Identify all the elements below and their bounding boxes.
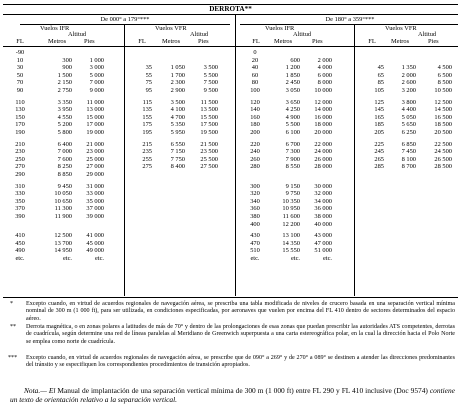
table-cell-pies-ifr-west: 43 000 [314, 232, 332, 240]
table-cell-fl-vfr-east: 255 [142, 155, 152, 163]
table-cell-fl-ifr-west: 140 [250, 106, 260, 114]
table-cell-pies-vfr-west: 8 500 [437, 79, 452, 87]
table-cell-fl-ifr-east: 310 [15, 182, 25, 190]
table-cell-fl-ifr-east: 210 [15, 140, 25, 148]
table-cell-fl-vfr-west: 105 [374, 87, 384, 94]
table-cell-fl-ifr-east: 50 [16, 71, 24, 79]
table-cell-metros-vfr-east: 4 100 [170, 106, 185, 114]
table-cell-pies-vfr-west: 10 500 [434, 87, 452, 94]
col-pies-3: Pies [312, 38, 323, 45]
table-cell-metros-ifr-west: 12 200 [282, 220, 300, 228]
table-cell-fl-vfr-west: 285 [374, 163, 384, 171]
note-mark-3: *** [8, 355, 18, 361]
table-cell-fl-vfr-west: 145 [374, 106, 384, 114]
table-cell-metros-ifr-west: 3 650 [285, 98, 300, 106]
table-cell-fl-ifr-east: -90 [15, 49, 25, 56]
table-cell-metros-ifr-east: 5 800 [57, 129, 72, 136]
table-cell-fl-ifr-west: 360 [250, 205, 260, 213]
footnote [10, 386, 455, 404]
table-cell-pies-ifr-west: 4 000 [317, 64, 332, 72]
altitud-ifr-left: Altitud [68, 31, 87, 38]
table-cell-fl-ifr-east: 230 [15, 148, 25, 156]
table-cell-fl-vfr-west: 245 [374, 148, 384, 156]
table-cell-metros-vfr-east: 4 700 [170, 113, 185, 121]
table-cell-metros-vfr-west: 6 850 [401, 140, 416, 148]
table-cell-metros-ifr-west: 6 100 [285, 129, 300, 136]
altitud-ifr-right: Altitud [293, 31, 312, 38]
table-cell-metros-vfr-west: 3 200 [401, 87, 416, 94]
table-cell-fl-ifr-east: 30 [16, 64, 24, 72]
table-cell-pies-ifr-west: 14 000 [314, 106, 332, 114]
table-cell-pies-vfr-west: 14 500 [434, 106, 452, 114]
table-cell-metros-ifr-east: 8 850 [57, 171, 72, 178]
table-cell-pies-ifr-east: 49 000 [86, 247, 104, 255]
footnote-label: Nota.— [24, 386, 47, 395]
table-cell-fl-vfr-east: 55 [145, 71, 152, 79]
col-metros-1: Metros [48, 38, 67, 45]
table-cell-metros-ifr-west: 11 600 [282, 213, 300, 220]
col-pies-1: Pies [84, 38, 95, 45]
table-cell-metros-vfr-west: 4 400 [401, 106, 416, 114]
col-pies-2: Pies [198, 38, 209, 45]
table-cell-fl-vfr-west: 185 [374, 121, 384, 129]
table-cell-metros-ifr-west: 10 950 [282, 205, 300, 213]
table-cell-metros-ifr-east: 1 500 [57, 71, 72, 79]
table-cell-metros-vfr-east: 2 300 [170, 79, 185, 87]
table-cell-metros-vfr-west: 8 100 [401, 155, 416, 163]
table-cell-fl-ifr-west: 80 [251, 79, 259, 87]
table-cell-pies-ifr-west: 16 000 [314, 113, 332, 121]
table-cell-metros-vfr-west: 7 450 [401, 148, 416, 156]
note-mark-1: * [10, 301, 14, 307]
table-cell-pies-vfr-east: 23 500 [200, 148, 218, 156]
table-cell-pies-vfr-east: 5 500 [203, 71, 218, 79]
table-cell-metros-ifr-east: 12 500 [54, 232, 72, 240]
table-cell-metros-vfr-east: 5 350 [170, 121, 185, 129]
table-cell-fl-ifr-east: 270 [15, 163, 25, 171]
table-cell-fl-vfr-east: 235 [142, 148, 152, 156]
table-cell-fl-ifr-east: 70 [16, 79, 24, 87]
table-cell-fl-ifr-east: 150 [15, 113, 25, 121]
table-cell-metros-ifr-east: 2 150 [57, 79, 72, 87]
table-cell-metros-ifr-east: 9 450 [57, 182, 72, 190]
separator-ranges [235, 14, 236, 296]
table-cell-pies-ifr-west: 26 000 [314, 155, 332, 163]
table-cell-fl-ifr-west: 240 [250, 148, 260, 156]
table-cell-fl-vfr-east: 155 [142, 113, 152, 121]
table-cell-metros-ifr-east: 10 650 [54, 197, 72, 205]
table-cell-metros-ifr-west: 600 [290, 56, 300, 64]
table-cell-fl-vfr-west: 165 [374, 113, 384, 121]
table-cell-pies-ifr-east: etc. [94, 255, 104, 262]
table-cell-fl-ifr-east: 410 [15, 232, 25, 240]
table-cell-fl-ifr-west: 380 [250, 213, 260, 220]
table-cell-metros-ifr-west: 4 250 [285, 106, 300, 114]
col-fl-1: FL [16, 38, 24, 45]
table-cell-pies-ifr-west: 18 000 [314, 121, 332, 129]
table-cell-pies-vfr-west: 22 500 [434, 140, 452, 148]
table-cell-metros-ifr-west: 3 050 [285, 87, 300, 94]
table-cell-pies-ifr-west: 10 000 [314, 87, 332, 94]
table-cell-fl-vfr-east: 135 [142, 106, 152, 114]
table-cell-fl-ifr-east: 190 [15, 129, 25, 136]
table-cell-pies-ifr-east: 37 000 [86, 205, 104, 213]
separator-ifr-vfr-right [354, 25, 355, 296]
table-cell-metros-ifr-west: 1 850 [285, 71, 300, 79]
table-cell-fl-vfr-west: 205 [374, 129, 384, 136]
table-cell-pies-ifr-east: 5 000 [89, 71, 104, 79]
col-metros-3: Metros [274, 38, 293, 45]
table-cell-fl-ifr-east: 490 [15, 247, 25, 255]
table-cell-fl-ifr-east: 390 [15, 213, 25, 220]
table-cell-pies-ifr-east: 21 000 [86, 140, 104, 148]
table-cell-fl-ifr-east: 330 [15, 190, 25, 198]
table-cell-pies-vfr-west: 16 500 [434, 113, 452, 121]
table-cell-metros-vfr-west: 3 800 [401, 98, 416, 106]
table-cell-pies-ifr-west: 30 000 [314, 182, 332, 190]
table-cell-fl-ifr-west: 280 [250, 163, 260, 171]
table-cell-metros-ifr-west: 8 550 [285, 163, 300, 171]
table-cell-metros-vfr-west: 2 600 [401, 79, 416, 87]
table-cell-metros-vfr-east: 6 550 [170, 140, 185, 148]
table-cell-fl-ifr-west: 260 [250, 155, 260, 163]
table-cell-fl-ifr-west: 100 [250, 87, 260, 94]
table-cell-pies-ifr-east: 25 000 [86, 155, 104, 163]
table-cell-pies-ifr-east: 13 000 [86, 106, 104, 114]
table-cell-fl-ifr-west: 40 [251, 64, 259, 72]
table-cell-pies-ifr-east: 39 000 [86, 213, 104, 220]
note-text-1: Excepto cuando, en virtud de acuerdos regionales de navegación aérea, se prescriba una tabla modificada de niveles de crucero basada en una separación vertical mínima nominal de 300 m (1 000 ft), para ser utilizada, en condiciones especificadas, por aeronaves que vuelen por encima del FL 410 dentro de sectores determinados del espacio aéreo. [26, 301, 455, 322]
table-cell-pies-ifr-west: 40 000 [314, 220, 332, 228]
table-cell-metros-vfr-east: 5 950 [170, 129, 185, 136]
table-cell-metros-ifr-west: 7 900 [285, 155, 300, 163]
table-cell-pies-ifr-east: 35 000 [86, 197, 104, 205]
table-cell-fl-ifr-east: 370 [15, 205, 25, 213]
table-cell-fl-vfr-east: 275 [142, 163, 152, 171]
table-cell-metros-ifr-west: 5 500 [285, 121, 300, 129]
table-cell-fl-vfr-east: 175 [142, 121, 152, 129]
table-cell-metros-ifr-east: 900 [62, 64, 72, 72]
footnote-doc: (Doc 9574) [393, 386, 428, 395]
note-text-2: Derrota magnética, o en zonas polares a latitudes de más de 70° y dentro de las prolongaciones de esas zonas que puedan prescribir las autoridades ATS competentes, derrotas de cuadrícula, según determine una red de líneas paralelas al Meridiano de Greenwich superpuesta a una carta estereográfica polar, en la cual la dirección hacia el Polo Norte se emplea como norte de cuadrícula. [26, 324, 455, 345]
table-cell-metros-ifr-west: 2 450 [285, 79, 300, 87]
table-cell-fl-vfr-west: 225 [374, 140, 384, 148]
table-cell-pies-vfr-east: 17 500 [200, 121, 218, 129]
header-bottom-rule [3, 46, 458, 47]
table-cell-pies-vfr-west: 28 500 [434, 163, 452, 171]
note-mark-2: ** [10, 324, 17, 330]
table-cell-metros-vfr-west: 5 650 [401, 121, 416, 129]
table-cell-fl-ifr-west: 60 [251, 71, 259, 79]
table-cell-fl-ifr-west: 160 [250, 113, 260, 121]
table-cell-pies-ifr-east: 7 000 [89, 79, 104, 87]
table-cell-pies-ifr-east: 31 000 [86, 182, 104, 190]
table-cell-metros-vfr-east: 7 150 [170, 148, 185, 156]
table-cell-fl-ifr-east: etc. [15, 255, 25, 262]
table-cell-metros-ifr-west: 15 550 [282, 247, 300, 255]
table-cell-metros-ifr-east: 8 250 [57, 163, 72, 171]
table-cell-metros-ifr-west: 10 350 [282, 197, 300, 205]
table-cell-pies-ifr-east: 27 000 [86, 163, 104, 171]
table-cell-metros-ifr-west: 9 150 [285, 182, 300, 190]
table-cell-fl-ifr-east: 290 [15, 171, 25, 178]
table-cell-pies-ifr-west: 34 000 [314, 197, 332, 205]
table-cell-fl-ifr-west: 400 [250, 220, 260, 228]
table-cell-fl-ifr-east: 90 [16, 87, 24, 94]
table-cell-fl-ifr-west: 220 [250, 140, 260, 148]
table-cell-metros-ifr-west: 13 100 [282, 232, 300, 240]
table-cell-metros-ifr-east: 3 950 [57, 106, 72, 114]
table-cell-fl-vfr-east: 195 [142, 129, 152, 136]
table-cell-fl-vfr-east: 75 [145, 79, 152, 87]
vfr-right-header: Vuelos VFR [385, 25, 417, 32]
table-cell-fl-ifr-east: 10 [16, 56, 24, 64]
col-fl-2: FL [138, 38, 146, 45]
table-cell-metros-ifr-west: 7 300 [285, 148, 300, 156]
table-cell-pies-ifr-east: 11 000 [86, 98, 104, 106]
table-cell-pies-vfr-east: 19 500 [200, 129, 218, 136]
table-cell-pies-ifr-west: 36 000 [314, 205, 332, 213]
table-cell-pies-ifr-west: 51 000 [314, 247, 332, 255]
table-title: DERROTA** [209, 5, 252, 13]
range-left-header: De 000° a 179°*** [100, 16, 150, 23]
table-cell-pies-ifr-west: 8 000 [317, 79, 332, 87]
table-cell-fl-ifr-east: 450 [15, 239, 25, 247]
table-cell-pies-vfr-west: 4 500 [437, 64, 452, 72]
table-cell-fl-ifr-west: 20 [251, 56, 259, 64]
table-cell-metros-ifr-west: 6 700 [285, 140, 300, 148]
table-cell-pies-vfr-east: 25 500 [200, 155, 218, 163]
col-fl-3: FL [252, 38, 260, 45]
table-cell-metros-ifr-west: etc. [290, 255, 300, 262]
table-cell-metros-ifr-east: 7 000 [57, 148, 72, 156]
footnote-el: El [48, 386, 56, 395]
table-cell-pies-ifr-east: 45 000 [86, 239, 104, 247]
table-cell-pies-ifr-west: 32 000 [314, 190, 332, 198]
table-cell-pies-ifr-east: 41 000 [86, 232, 104, 240]
table-cell-metros-ifr-east: 11 300 [54, 205, 72, 213]
table-cell-pies-ifr-west: etc. [322, 255, 332, 262]
table-cell-metros-vfr-east: 2 900 [170, 87, 185, 94]
table-cell-metros-ifr-east: 13 700 [54, 239, 72, 247]
table-cell-pies-ifr-west: 38 000 [314, 213, 332, 220]
table-cell-pies-vfr-east: 7 500 [203, 79, 218, 87]
range-right-header: De 180° a 359°*** [325, 16, 375, 23]
table-cell-fl-ifr-west: 340 [250, 197, 260, 205]
table-cell-fl-vfr-west: 125 [374, 98, 384, 106]
table-cell-pies-vfr-east: 15 500 [200, 113, 218, 121]
table-bottom-rule [3, 297, 458, 298]
table-cell-fl-ifr-west: 300 [250, 182, 260, 190]
table-cell-fl-ifr-west: 470 [250, 239, 260, 247]
table-cell-pies-ifr-west: 28 000 [314, 163, 332, 171]
table-cell-metros-vfr-east: 3 500 [170, 98, 185, 106]
col-pies-4: Pies [428, 38, 439, 45]
table-cell-metros-ifr-east: 4 550 [57, 113, 72, 121]
table-cell-pies-vfr-west: 26 500 [434, 155, 452, 163]
table-cell-metros-ifr-east: 11 900 [54, 213, 72, 220]
table-cell-fl-ifr-east: 130 [15, 106, 25, 114]
table-cell-metros-vfr-west: 1 350 [401, 64, 416, 72]
table-cell-metros-ifr-east: 10 050 [54, 190, 72, 198]
table-cell-fl-ifr-east: 350 [15, 197, 25, 205]
table-cell-metros-ifr-east: 5 200 [57, 121, 72, 129]
table-cell-pies-ifr-west: 6 000 [317, 71, 332, 79]
table-cell-pies-ifr-east: 29 000 [86, 171, 104, 178]
table-cell-metros-ifr-west: 1 200 [285, 64, 300, 72]
table-cell-pies-ifr-east: 33 000 [86, 190, 104, 198]
table-cell-metros-ifr-east: 6 400 [57, 140, 72, 148]
table-cell-pies-vfr-east: 13 500 [200, 106, 218, 114]
col-metros-2: Metros [162, 38, 181, 45]
table-cell-metros-ifr-east: etc. [62, 255, 72, 262]
table-cell-metros-ifr-east: 300 [62, 56, 72, 64]
table-cell-pies-ifr-west: 47 000 [314, 239, 332, 247]
vfr-left-header: Vuelos VFR [155, 25, 187, 32]
table-cell-pies-ifr-east: 17 000 [86, 121, 104, 129]
altitud-vfr-right: Altitud [418, 31, 437, 38]
table-cell-pies-ifr-west: 20 000 [314, 129, 332, 136]
table-cell-metros-vfr-east: 7 750 [170, 155, 185, 163]
table-cell-pies-ifr-west: 12 000 [314, 98, 332, 106]
table-cell-metros-ifr-west: 4 900 [285, 113, 300, 121]
table-cell-metros-vfr-west: 2 000 [401, 71, 416, 79]
table-cell-fl-ifr-west: 200 [250, 129, 260, 136]
table-cell-metros-ifr-east: 14 950 [54, 247, 72, 255]
table-cell-fl-ifr-west: 320 [250, 190, 260, 198]
table-cell-metros-vfr-east: 8 400 [170, 163, 185, 171]
table-cell-pies-vfr-west: 24 500 [434, 148, 452, 156]
table-cell-pies-ifr-west: 2 000 [317, 56, 332, 64]
table-cell-pies-vfr-east: 11 500 [200, 98, 218, 106]
table-cell-fl-vfr-east: 115 [142, 98, 152, 106]
table-cell-metros-vfr-east: 1 700 [170, 71, 185, 79]
table-cell-fl-vfr-east: 215 [142, 140, 152, 148]
ifr-left-header: Vuelos IFR [40, 25, 70, 32]
table-cell-pies-ifr-east: 15 000 [86, 113, 104, 121]
table-cell-metros-ifr-west: 9 750 [285, 190, 300, 198]
table-cell-pies-ifr-west: 24 000 [314, 148, 332, 156]
table-cell-fl-vfr-west: 45 [377, 64, 384, 72]
table-cell-pies-vfr-east: 21 500 [200, 140, 218, 148]
col-fl-4: FL [368, 38, 376, 45]
table-cell-pies-ifr-west: 22 000 [314, 140, 332, 148]
table-cell-fl-ifr-west: 0 [253, 49, 257, 56]
note-text-3: Excepto cuando, en virtud de acuerdos regionales de navegación aérea, se prescribe que de 090° a 269° y de 270° a 089° se destinen a atender las direcciones predominantes del tránsito y se especifiquen los correspondientes procedimientos de transición apropiados. [26, 355, 455, 369]
table-cell-pies-vfr-west: 6 500 [437, 71, 452, 79]
table-cell-fl-vfr-west: 85 [377, 79, 384, 87]
table-cell-metros-ifr-west: 14 350 [282, 239, 300, 247]
table-cell-pies-vfr-west: 20 500 [434, 129, 452, 136]
table-cell-pies-vfr-east: 9 500 [203, 87, 218, 94]
table-cell-metros-ifr-east: 2 750 [57, 87, 72, 94]
table-cell-metros-ifr-east: 3 350 [57, 98, 72, 106]
table-cell-metros-vfr-east: 1 050 [170, 64, 185, 72]
table-cell-pies-vfr-east: 3 500 [203, 64, 218, 72]
table-cell-fl-ifr-west: 120 [250, 98, 260, 106]
table-cell-fl-ifr-west: 180 [250, 121, 260, 129]
footnote-manual: Manual de implantación de una separación vertical mínima de 300 m (1 000 ft) entre FL 290 y FL 410 inclusive [57, 386, 392, 395]
table-cell-pies-ifr-east: 9 000 [89, 87, 104, 94]
table-cell-pies-ifr-east: 19 000 [86, 129, 104, 136]
table-cell-fl-ifr-east: 170 [15, 121, 25, 129]
table-cell-fl-ifr-west: etc. [250, 255, 260, 262]
ifr-right-header: Vuelos IFR [265, 25, 295, 32]
table-cell-fl-vfr-east: 35 [145, 64, 152, 72]
title-rule [3, 14, 458, 15]
table-cell-metros-ifr-east: 7 600 [57, 155, 72, 163]
table-cell-pies-ifr-east: 3 000 [89, 64, 104, 72]
col-metros-4: Metros [391, 38, 410, 45]
table-cell-pies-ifr-east: 1 000 [89, 56, 104, 64]
table-cell-pies-vfr-west: 18 500 [434, 121, 452, 129]
table-cell-fl-vfr-east: 95 [145, 87, 152, 94]
table-cell-fl-vfr-west: 65 [377, 71, 384, 79]
table-cell-metros-vfr-west: 8 700 [401, 163, 416, 171]
table-cell-metros-vfr-west: 5 050 [401, 113, 416, 121]
table-cell-pies-ifr-east: 23 000 [86, 148, 104, 156]
table-cell-fl-ifr-west: 510 [250, 247, 260, 255]
table-cell-fl-ifr-east: 110 [15, 98, 25, 106]
table-cell-pies-vfr-west: 12 500 [434, 98, 452, 106]
table-cell-pies-vfr-east: 27 500 [200, 163, 218, 171]
table-cell-metros-vfr-west: 6 250 [401, 129, 416, 136]
separator-ifr-vfr-left [124, 25, 125, 296]
altitud-vfr-left: Altitud [190, 31, 209, 38]
table-cell-fl-ifr-east: 250 [15, 155, 25, 163]
table-cell-fl-ifr-west: 430 [250, 232, 260, 240]
table-cell-fl-vfr-west: 265 [374, 155, 384, 163]
footnote-rest: contiene un texto de orientación relativo a la separación vertical. [10, 386, 455, 404]
